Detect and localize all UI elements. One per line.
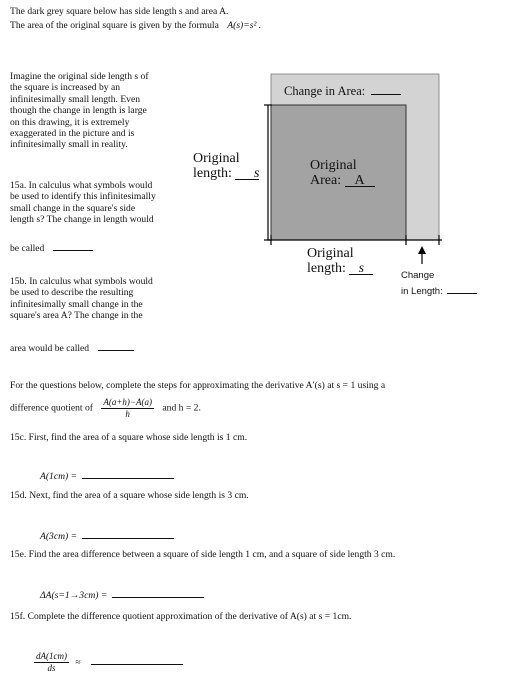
intro-line-2 bbox=[10, 20, 261, 31]
imagine-paragraph bbox=[10, 71, 190, 151]
bottom-length-word: length: bbox=[307, 261, 346, 276]
original-area-line-1: Original bbox=[310, 158, 357, 173]
original-area-label bbox=[310, 158, 375, 188]
question-15f: 15f. Complete the difference quotient approximation of the derivative of A(s) at s = 1cm. bbox=[10, 611, 352, 622]
q15a-line: small change in the square's side bbox=[10, 202, 136, 214]
intro-line-2-text: The area of the original square is given by the formula bbox=[10, 20, 219, 31]
imagine-line: the square is increased by an bbox=[10, 82, 121, 94]
change-in-length-line-2 bbox=[401, 284, 477, 300]
question-15d: 15d. Next, find the area of a square whose side length is 3 cm. bbox=[10, 490, 249, 501]
answer-15e-blank[interactable] bbox=[112, 597, 204, 598]
original-area-var-text: A bbox=[354, 173, 365, 188]
change-in-length-label bbox=[401, 268, 477, 300]
imagine-line: infinitesimally small in reality. bbox=[10, 139, 128, 151]
q15a-line: 15a. In calculus what symbols would bbox=[10, 180, 153, 191]
difference-quotient-denominator: h bbox=[125, 409, 130, 419]
question-15c: 15c. First, find the area of a square whose side length is 1 cm. bbox=[10, 432, 248, 443]
bottom-length-var bbox=[349, 261, 373, 275]
left-length-line-1: Original bbox=[193, 151, 240, 166]
answer-15e bbox=[40, 590, 204, 602]
q15a-line: length s? The change in length would bbox=[10, 214, 154, 226]
answer-15e-label: ΔA(s=1→3cm) = bbox=[40, 590, 108, 601]
change-in-length-blank[interactable] bbox=[447, 293, 477, 294]
q15b-line: 15b. In calculus what symbols would bbox=[10, 276, 153, 287]
answer-15c-blank[interactable] bbox=[82, 478, 174, 479]
answer-15d bbox=[40, 531, 174, 543]
answer-15f bbox=[34, 651, 183, 674]
area-formula: A(s)=s² . bbox=[227, 20, 262, 31]
q15a-answer-line bbox=[10, 243, 93, 254]
q15a-blank[interactable] bbox=[53, 250, 93, 251]
derivative-numerator: dA(1cm) bbox=[36, 651, 67, 661]
question-15b bbox=[10, 276, 195, 322]
answer-15c-label: A(1cm) = bbox=[40, 471, 78, 482]
difference-quotient bbox=[101, 397, 154, 420]
original-area-word: Area: bbox=[310, 173, 342, 188]
instruction-line-2-pre: difference quotient of bbox=[10, 402, 93, 414]
change-in-area-label bbox=[284, 84, 401, 99]
q15b-blank[interactable] bbox=[98, 350, 134, 351]
answer-15d-label: A(3cm) = bbox=[40, 531, 78, 542]
imagine-line: on this drawing, it is extremely bbox=[10, 116, 130, 128]
bottom-length-label bbox=[307, 246, 373, 276]
difference-quotient-numerator: A(a+h)−A(a) bbox=[103, 397, 152, 407]
change-in-length-line-1: Change bbox=[401, 270, 435, 281]
bottom-length-line-2 bbox=[307, 261, 373, 276]
left-length-line-2 bbox=[193, 166, 259, 181]
instruction-line-1: For the questions below, complete the steps for approximating the derivative A′(s) at s = 1 using a bbox=[10, 380, 386, 391]
q15b-line: infinitesimally small change in the bbox=[10, 298, 143, 310]
left-length-word: length: bbox=[193, 166, 232, 181]
left-length-var-text: s bbox=[253, 166, 260, 181]
instruction-line-2-post: and h = 2. bbox=[162, 402, 201, 414]
q15a-line: be used to identify this infinitesimally bbox=[10, 191, 156, 203]
intro-line-1: The dark grey square below has side length s and area A. bbox=[10, 6, 229, 17]
imagine-line: exaggerated in the picture and is bbox=[10, 128, 135, 140]
change-in-area-text: Change in Area: bbox=[284, 84, 366, 98]
q15b-line: square's area A? The change in the bbox=[10, 310, 143, 322]
approx-symbol: ≈ bbox=[75, 656, 81, 668]
change-in-area-blank[interactable] bbox=[371, 94, 401, 95]
imagine-line: Imagine the original side length s of bbox=[10, 71, 149, 82]
answer-15d-blank[interactable] bbox=[82, 538, 174, 539]
q15b-answer-line bbox=[10, 343, 134, 354]
imagine-line: infinitesimally small length. Even bbox=[10, 93, 141, 105]
question-15e: 15e. Find the area difference between a square of side length 1 cm, and a square of side length 3 cm. bbox=[10, 549, 396, 560]
left-length-var bbox=[235, 166, 259, 180]
instruction-line-2 bbox=[10, 397, 201, 420]
left-length-label bbox=[193, 151, 259, 181]
original-area-line-2 bbox=[310, 173, 375, 188]
bottom-length-var-text: s bbox=[358, 261, 365, 276]
answer-15f-blank[interactable] bbox=[91, 664, 183, 665]
q15a-last-text: be called bbox=[10, 243, 45, 254]
answer-15c bbox=[40, 471, 174, 483]
q15b-line: be used to describe the resulting bbox=[10, 287, 134, 299]
derivative-fraction bbox=[34, 651, 69, 674]
q15b-last-text: area would be called bbox=[10, 343, 90, 354]
question-15a bbox=[10, 180, 195, 226]
bottom-length-line-1: Original bbox=[307, 246, 354, 261]
change-in-length-word: in Length: bbox=[401, 286, 443, 297]
derivative-denominator: ds bbox=[47, 663, 56, 673]
imagine-line: though the change in length is large bbox=[10, 105, 147, 117]
original-area-var bbox=[345, 173, 375, 187]
